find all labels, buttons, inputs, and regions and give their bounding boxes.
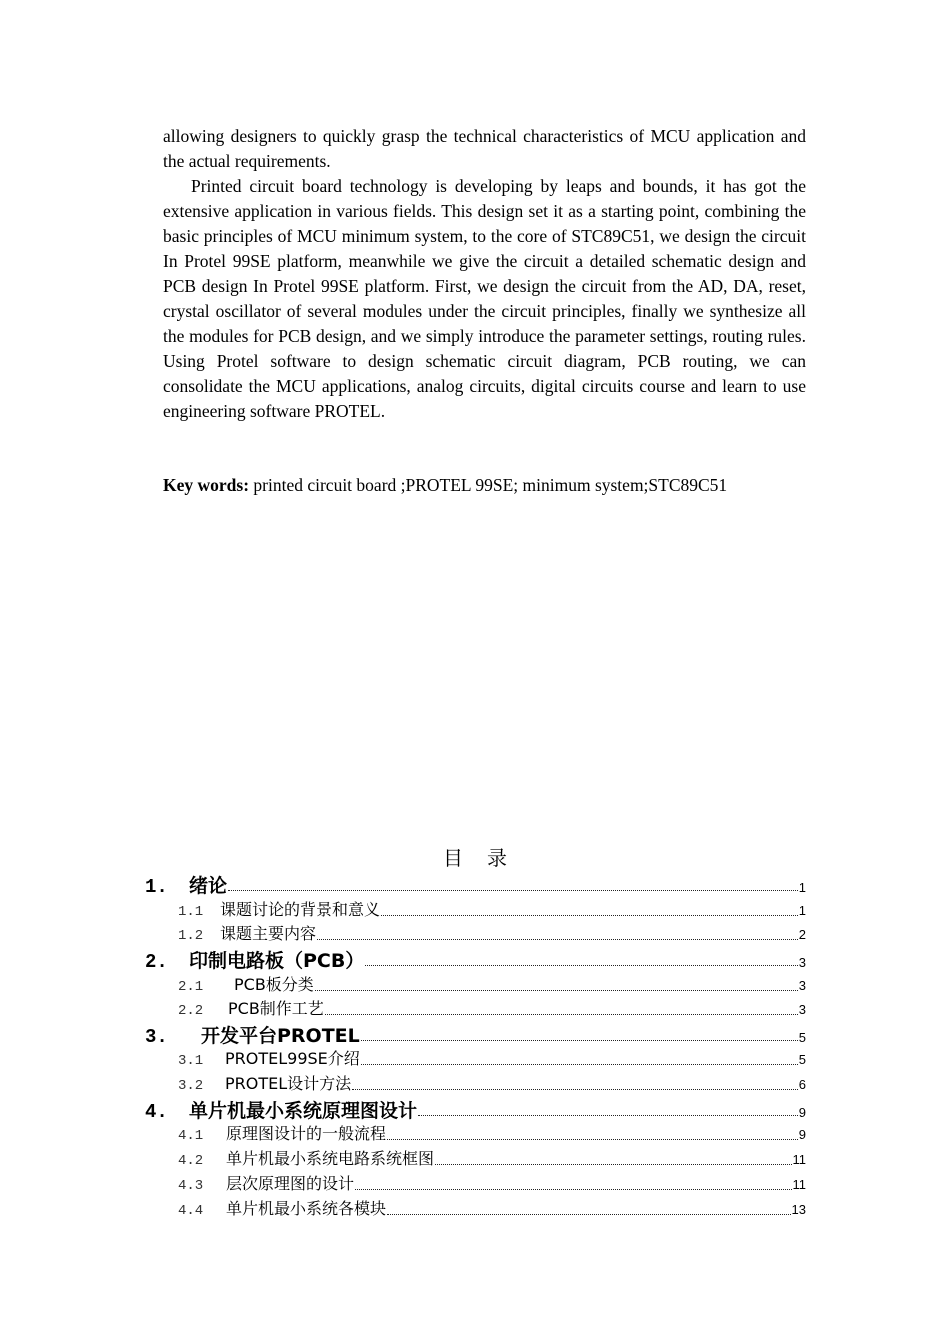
toc-leader-dots xyxy=(381,915,798,916)
toc-entry-page: 3 xyxy=(798,1002,806,1017)
toc-entry-page: 5 xyxy=(798,1052,806,1067)
toc-entry-page: 1 xyxy=(798,880,806,895)
toc-title xyxy=(0,845,950,871)
toc-entry-number: 4.3 xyxy=(178,1178,204,1194)
toc-entry-title: 绪论 xyxy=(189,875,228,897)
toc-entry-number: 2. xyxy=(145,951,168,973)
toc-leader-dots xyxy=(361,1040,798,1041)
toc-entry-number: 3. xyxy=(145,1026,168,1048)
toc-title-char-1: 目 xyxy=(443,846,463,870)
toc-entry-title: 层次原理图的设计 xyxy=(226,1174,355,1193)
toc-leader-dots xyxy=(361,1064,798,1065)
toc-entry-title: 课题讨论的背景和意义 xyxy=(220,900,381,919)
toc-entry-number: 3.1 xyxy=(178,1053,204,1069)
toc-entry-page: 2 xyxy=(798,927,806,942)
toc-entry-page: 13 xyxy=(791,1202,806,1217)
toc-entry-title: PCB板分类 xyxy=(234,975,314,994)
toc-entry-4[interactable] xyxy=(145,1096,806,1121)
toc-entry-3-2[interactable] xyxy=(178,1071,806,1095)
toc-leader-dots xyxy=(387,1214,791,1215)
toc-entry-page: 11 xyxy=(792,1152,806,1167)
keywords-text: printed circuit board ;PROTEL 99SE; minimum system;STC89C51 xyxy=(249,475,728,495)
toc-entry-title: 单片机最小系统各模块 xyxy=(226,1199,387,1218)
toc-entry-title: 课题主要内容 xyxy=(220,924,317,943)
toc-entry-page: 11 xyxy=(792,1177,806,1192)
toc-entry-1[interactable] xyxy=(145,871,806,896)
toc-entry-2-1[interactable] xyxy=(178,972,806,996)
toc-entry-number: 4.1 xyxy=(178,1128,204,1144)
toc-title-char-2: 录 xyxy=(487,846,507,870)
keywords-label: Key words: xyxy=(163,475,250,495)
abstract-body xyxy=(163,124,806,424)
toc-entry-page: 6 xyxy=(798,1077,806,1092)
toc-entry-title: 开发平台PROTEL xyxy=(201,1025,360,1047)
toc-entry-1-1[interactable] xyxy=(178,897,806,921)
toc-entry-title: PROTEL99SE介绍 xyxy=(225,1049,360,1068)
toc-entry-2[interactable] xyxy=(145,946,806,971)
toc-entry-4-3[interactable] xyxy=(178,1171,806,1195)
toc-leader-dots xyxy=(315,990,798,991)
toc-leader-dots xyxy=(317,939,798,940)
toc-entry-title: 单片机最小系统电路系统框图 xyxy=(226,1149,435,1168)
toc-entry-page: 3 xyxy=(798,955,806,970)
toc-entry-page: 9 xyxy=(798,1105,806,1120)
toc-leader-dots xyxy=(435,1164,791,1165)
toc-entry-1-2[interactable] xyxy=(178,921,806,945)
toc-entry-number: 2.1 xyxy=(178,979,204,995)
toc-entry-number: 4. xyxy=(145,1101,168,1123)
toc-entry-title: PCB制作工艺 xyxy=(228,999,324,1018)
toc-entry-title: 原理图设计的一般流程 xyxy=(226,1124,387,1143)
toc-entry-title: 单片机最小系统原理图设计 xyxy=(189,1100,418,1122)
toc-entry-number: 4.4 xyxy=(178,1203,204,1219)
abstract-paragraph-2: Printed circuit board technology is developing by leaps and bounds, it has got the extensive application in various fields. This design set it as a starting point, combining the basic principles of MCU minimum system, to the core of STC89C51, we design the circuit In Protel 99SE platform, meanwhile we give the circuit a detailed schematic design and PCB design In Protel 99SE platform. First, we design the circuit from the AD, DA, reset, crystal oscillator of several modules under the circuit principles, finally we synthesize all the modules for PCB design, and we simply introduce the parameter settings, routing rules. Using Protel software to design schematic circuit diagram, PCB routing, we can consolidate the MCU applications, analog circuits, digital circuits course and learn to use engineering software PROTEL. xyxy=(163,176,806,421)
toc-entry-page: 3 xyxy=(798,978,806,993)
toc-entry-title: 印制电路板（PCB） xyxy=(189,950,365,972)
toc-leader-dots xyxy=(325,1014,798,1015)
toc-leader-dots xyxy=(418,1115,798,1116)
toc-leader-dots xyxy=(355,1189,791,1190)
keywords-line xyxy=(163,473,863,498)
toc-entry-page: 1 xyxy=(798,903,806,918)
toc-entry-3[interactable] xyxy=(145,1021,806,1046)
toc-entry-number: 1.2 xyxy=(178,928,204,944)
toc-entry-number: 4.2 xyxy=(178,1153,204,1169)
toc-entry-number: 3.2 xyxy=(178,1078,204,1094)
abstract-paragraph-1: allowing designers to quickly grasp the technical characteristics of MCU application and the actual requirements. xyxy=(163,126,806,171)
toc-entry-4-4[interactable] xyxy=(178,1196,806,1220)
toc-entry-number: 2.2 xyxy=(178,1003,204,1019)
toc-leader-dots xyxy=(365,965,797,966)
toc-leader-dots xyxy=(228,890,798,891)
toc-leader-dots xyxy=(387,1139,798,1140)
toc-entry-4-1[interactable] xyxy=(178,1121,806,1145)
toc-entry-page: 9 xyxy=(798,1127,806,1142)
toc-leader-dots xyxy=(352,1089,798,1090)
toc-entry-number: 1. xyxy=(145,876,168,898)
toc-entry-page: 5 xyxy=(798,1030,806,1045)
toc-entry-number: 1.1 xyxy=(178,904,204,920)
toc-entry-title: PROTEL设计方法 xyxy=(225,1074,352,1093)
toc-entry-3-1[interactable] xyxy=(178,1046,806,1070)
toc-entry-2-2[interactable] xyxy=(178,996,806,1020)
toc-entry-4-2[interactable] xyxy=(178,1146,806,1170)
